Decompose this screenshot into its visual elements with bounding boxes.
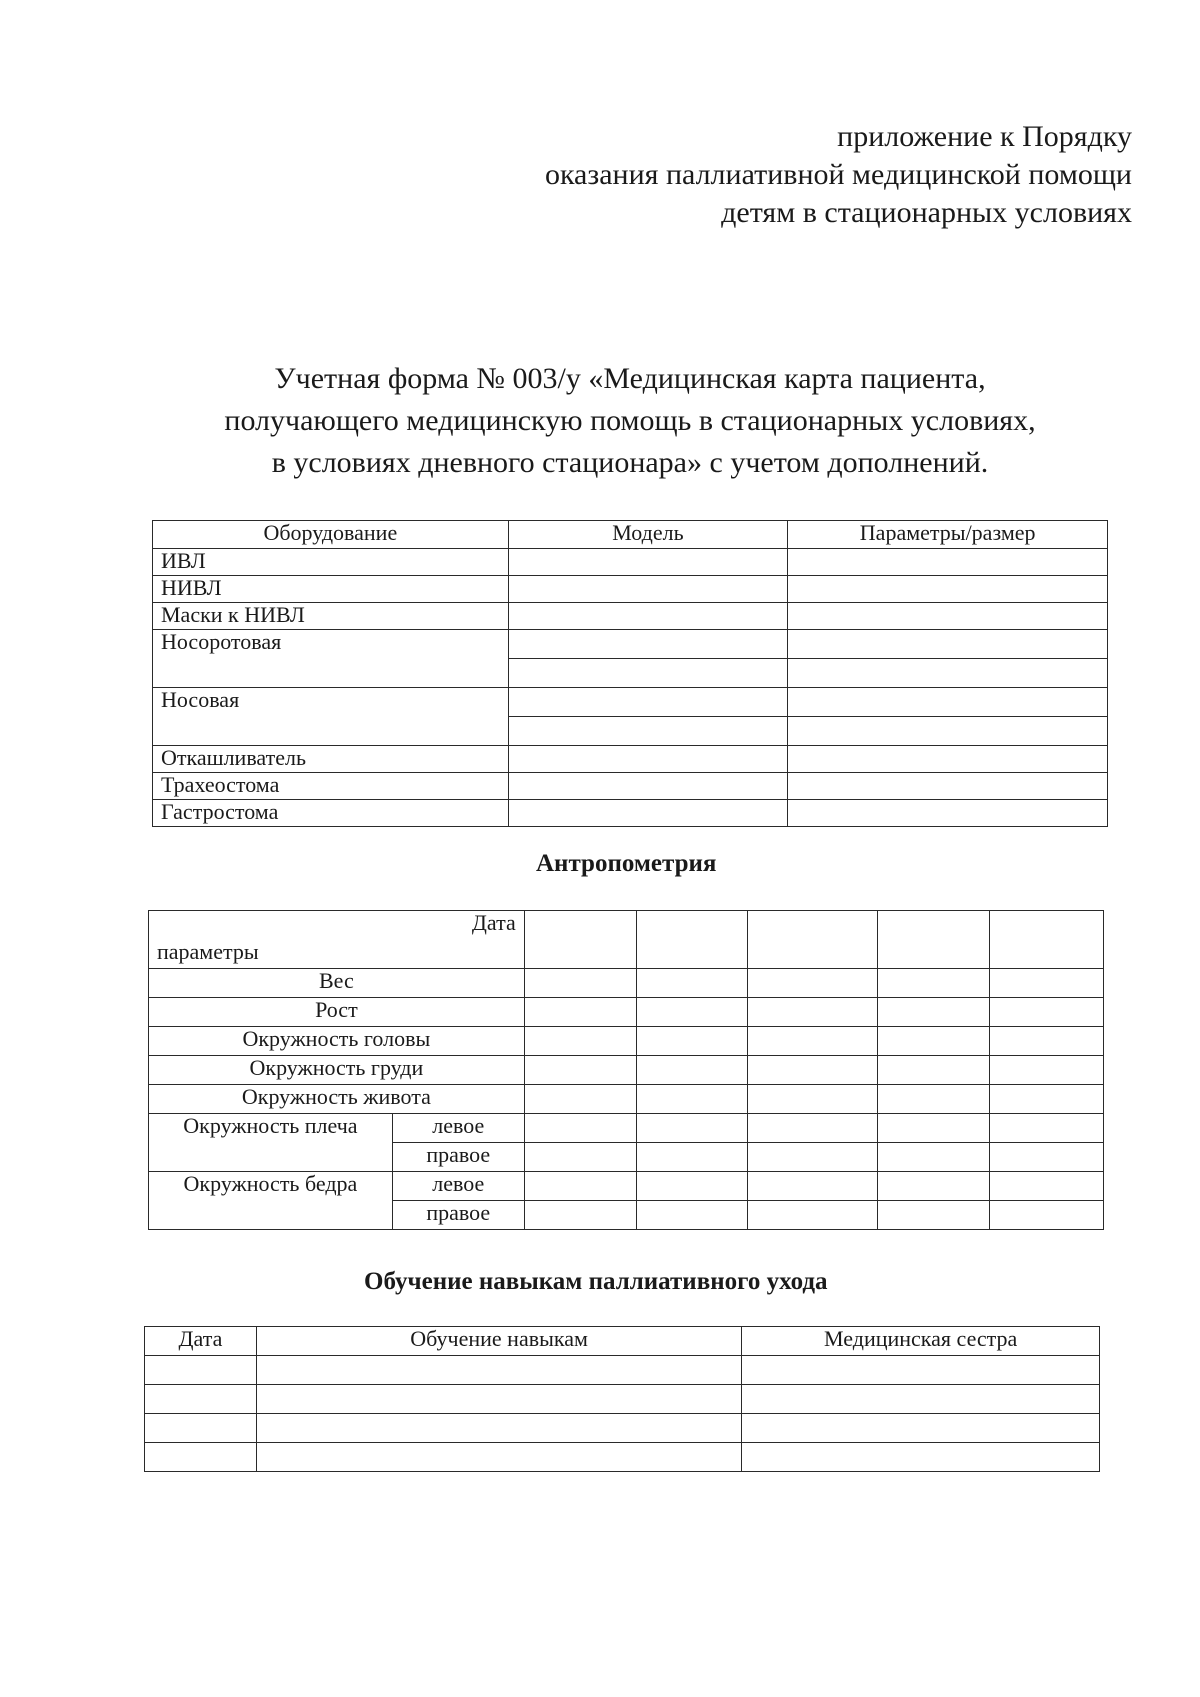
skills-title: Обучение навыкам паллиативного ухода bbox=[364, 1268, 828, 1295]
model-cell[interactable] bbox=[508, 746, 788, 773]
value-cell[interactable] bbox=[878, 1056, 990, 1085]
date-cell[interactable] bbox=[524, 911, 636, 969]
value-cell[interactable] bbox=[990, 1114, 1104, 1143]
skills-training-col-header: Обучение навыкам bbox=[256, 1327, 741, 1356]
table-row bbox=[153, 630, 1108, 659]
value-cell[interactable] bbox=[524, 1114, 636, 1143]
value-cell[interactable] bbox=[878, 1201, 990, 1230]
param-abdomen-circumference: Окружность живота bbox=[149, 1085, 525, 1114]
model-cell[interactable] bbox=[508, 603, 788, 630]
value-cell[interactable] bbox=[878, 969, 990, 998]
side-right: правое bbox=[392, 1143, 524, 1172]
date-cell[interactable] bbox=[990, 911, 1104, 969]
value-cell[interactable] bbox=[990, 1143, 1104, 1172]
side-left: левое bbox=[392, 1172, 524, 1201]
table-row bbox=[149, 969, 1104, 998]
training-cell[interactable] bbox=[256, 1356, 741, 1385]
table-row bbox=[149, 1114, 1104, 1143]
value-cell[interactable] bbox=[748, 1143, 878, 1172]
value-cell[interactable] bbox=[636, 1143, 748, 1172]
table-row bbox=[149, 911, 1104, 940]
params-cell[interactable] bbox=[788, 630, 1108, 659]
value-cell[interactable] bbox=[878, 998, 990, 1027]
date-cell[interactable] bbox=[145, 1414, 257, 1443]
value-cell[interactable] bbox=[878, 1172, 990, 1201]
value-cell[interactable] bbox=[524, 1056, 636, 1085]
appendix-line-3: детям в стационарных условиях bbox=[721, 196, 1132, 229]
value-cell[interactable] bbox=[636, 1085, 748, 1114]
table-row bbox=[149, 1027, 1104, 1056]
table-row bbox=[145, 1356, 1100, 1385]
params-cell[interactable] bbox=[788, 773, 1108, 800]
value-cell[interactable] bbox=[990, 998, 1104, 1027]
table-row bbox=[153, 773, 1108, 800]
value-cell[interactable] bbox=[636, 1114, 748, 1143]
value-cell[interactable] bbox=[748, 1085, 878, 1114]
value-cell[interactable] bbox=[524, 1027, 636, 1056]
value-cell[interactable] bbox=[636, 1201, 748, 1230]
model-cell[interactable] bbox=[508, 659, 788, 688]
value-cell[interactable] bbox=[990, 1056, 1104, 1085]
value-cell[interactable] bbox=[878, 1114, 990, 1143]
nurse-cell[interactable] bbox=[742, 1443, 1100, 1472]
training-cell[interactable] bbox=[256, 1443, 741, 1472]
param-chest-circumference: Окружность груди bbox=[149, 1056, 525, 1085]
date-cell[interactable] bbox=[145, 1443, 257, 1472]
value-cell[interactable] bbox=[748, 969, 878, 998]
nurse-cell[interactable] bbox=[742, 1385, 1100, 1414]
equipment-nasal: Носовая bbox=[153, 688, 509, 746]
training-cell[interactable] bbox=[256, 1385, 741, 1414]
equipment-col-header: Оборудование bbox=[153, 521, 509, 549]
value-cell[interactable] bbox=[878, 1143, 990, 1172]
table-row bbox=[149, 1085, 1104, 1114]
nurse-cell[interactable] bbox=[742, 1414, 1100, 1443]
value-cell[interactable] bbox=[524, 1143, 636, 1172]
value-cell[interactable] bbox=[990, 1027, 1104, 1056]
value-cell[interactable] bbox=[748, 1027, 878, 1056]
value-cell[interactable] bbox=[748, 1114, 878, 1143]
value-cell[interactable] bbox=[636, 1172, 748, 1201]
table-row bbox=[149, 998, 1104, 1027]
skills-table bbox=[144, 1326, 1100, 1472]
equipment-nivl: НИВЛ bbox=[153, 576, 509, 603]
value-cell[interactable] bbox=[990, 1085, 1104, 1114]
model-cell[interactable] bbox=[508, 576, 788, 603]
model-col-header: Модель bbox=[508, 521, 788, 549]
value-cell[interactable] bbox=[524, 1172, 636, 1201]
side-right: правое bbox=[392, 1201, 524, 1230]
equipment-oronasal: Носоротовая bbox=[153, 630, 509, 688]
value-cell[interactable] bbox=[878, 1085, 990, 1114]
table-row bbox=[145, 1414, 1100, 1443]
value-cell[interactable] bbox=[636, 1056, 748, 1085]
table-row bbox=[145, 1443, 1100, 1472]
model-cell[interactable] bbox=[508, 800, 788, 827]
table-row bbox=[153, 800, 1108, 827]
model-cell[interactable] bbox=[508, 549, 788, 576]
model-cell[interactable] bbox=[508, 773, 788, 800]
params-cell[interactable] bbox=[788, 688, 1108, 717]
form-title-line-3: в условиях дневного стационара» с учетом дополнений. bbox=[271, 446, 989, 479]
value-cell[interactable] bbox=[748, 1172, 878, 1201]
date-label: Дата bbox=[149, 911, 525, 940]
table-row bbox=[153, 576, 1108, 603]
table-row bbox=[153, 603, 1108, 630]
anthropometry-table bbox=[148, 910, 1104, 1230]
equipment-header-row bbox=[153, 521, 1108, 549]
param-height: Рост bbox=[149, 998, 525, 1027]
nurse-cell[interactable] bbox=[742, 1356, 1100, 1385]
table-row bbox=[149, 1172, 1104, 1201]
params-label: параметры bbox=[149, 940, 525, 969]
date-cell[interactable] bbox=[636, 911, 748, 969]
equipment-table bbox=[152, 520, 1108, 827]
param-shoulder-circumference: Окружность плеча bbox=[149, 1114, 393, 1172]
date-cell[interactable] bbox=[878, 911, 990, 969]
table-row bbox=[145, 1385, 1100, 1414]
form-title bbox=[150, 358, 1110, 484]
appendix-header bbox=[545, 118, 1132, 232]
date-cell[interactable] bbox=[145, 1385, 257, 1414]
model-cell[interactable] bbox=[508, 630, 788, 659]
params-cell[interactable] bbox=[788, 659, 1108, 688]
value-cell[interactable] bbox=[636, 969, 748, 998]
equipment-masks: Маски к НИВЛ bbox=[153, 603, 509, 630]
params-cell[interactable] bbox=[788, 549, 1108, 576]
value-cell[interactable] bbox=[748, 998, 878, 1027]
table-row bbox=[149, 1056, 1104, 1085]
value-cell[interactable] bbox=[636, 1027, 748, 1056]
value-cell[interactable] bbox=[748, 1056, 878, 1085]
param-thigh-circumference: Окружность бедра bbox=[149, 1172, 393, 1230]
params-col-header: Параметры/размер bbox=[788, 521, 1108, 549]
value-cell[interactable] bbox=[524, 998, 636, 1027]
value-cell[interactable] bbox=[524, 1201, 636, 1230]
skills-date-col-header: Дата bbox=[145, 1327, 257, 1356]
form-title-line-2: получающего медицинскую помощь в стационарных условиях, bbox=[224, 404, 1036, 437]
model-cell[interactable] bbox=[508, 688, 788, 717]
params-cell[interactable] bbox=[788, 603, 1108, 630]
value-cell[interactable] bbox=[878, 1027, 990, 1056]
value-cell[interactable] bbox=[524, 969, 636, 998]
model-cell[interactable] bbox=[508, 717, 788, 746]
params-cell[interactable] bbox=[788, 717, 1108, 746]
value-cell[interactable] bbox=[990, 969, 1104, 998]
anthropometry-title: Антропометрия bbox=[536, 850, 717, 877]
table-row bbox=[153, 746, 1108, 773]
training-cell[interactable] bbox=[256, 1414, 741, 1443]
value-cell[interactable] bbox=[990, 1201, 1104, 1230]
date-cell[interactable] bbox=[748, 911, 878, 969]
value-cell[interactable] bbox=[524, 1085, 636, 1114]
table-row bbox=[153, 549, 1108, 576]
table-row bbox=[153, 688, 1108, 717]
appendix-line-1: приложение к Порядку bbox=[837, 120, 1132, 153]
equipment-gastrostomy: Гастростома bbox=[153, 800, 509, 827]
params-cell[interactable] bbox=[788, 576, 1108, 603]
skills-header-row bbox=[145, 1327, 1100, 1356]
value-cell[interactable] bbox=[748, 1201, 878, 1230]
equipment-ivl: ИВЛ bbox=[153, 549, 509, 576]
value-cell[interactable] bbox=[990, 1172, 1104, 1201]
value-cell[interactable] bbox=[636, 998, 748, 1027]
param-head-circumference: Окружность головы bbox=[149, 1027, 525, 1056]
date-cell[interactable] bbox=[145, 1356, 257, 1385]
skills-nurse-col-header: Медицинская сестра bbox=[742, 1327, 1100, 1356]
form-title-line-1: Учетная форма № 003/у «Медицинская карта пациента, bbox=[274, 362, 986, 395]
equipment-cough-assist: Откашливатель bbox=[153, 746, 509, 773]
params-cell[interactable] bbox=[788, 746, 1108, 773]
equipment-tracheostomy: Трахеостома bbox=[153, 773, 509, 800]
param-weight: Вес bbox=[149, 969, 525, 998]
params-cell[interactable] bbox=[788, 800, 1108, 827]
side-left: левое bbox=[392, 1114, 524, 1143]
appendix-line-2: оказания паллиативной медицинской помощи bbox=[544, 158, 1132, 191]
